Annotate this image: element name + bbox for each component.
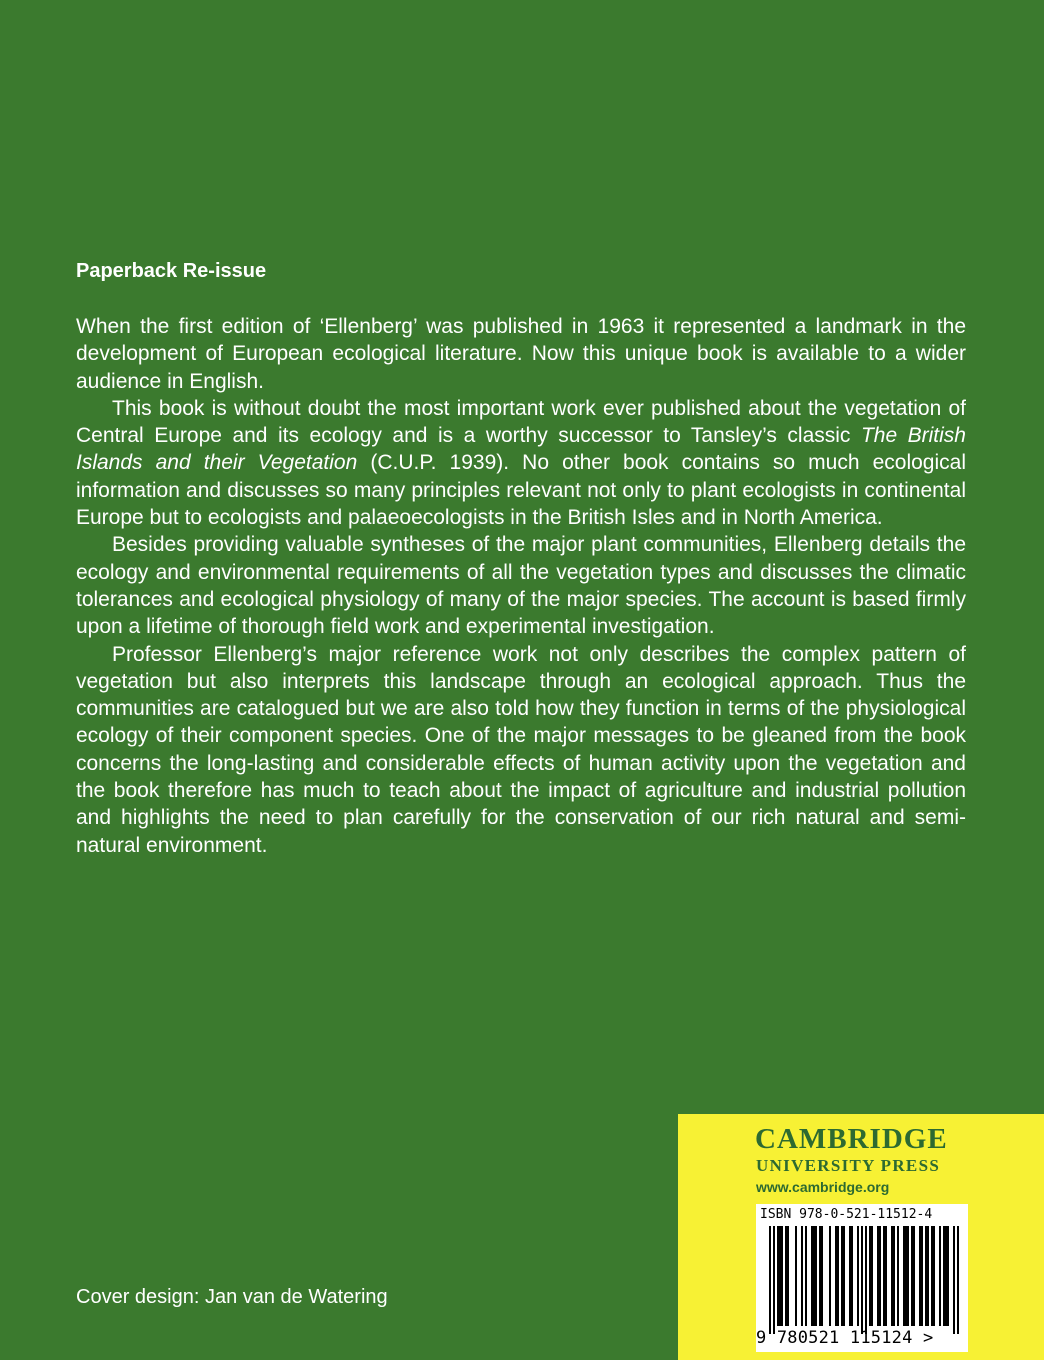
barcode-bar: [903, 1226, 905, 1326]
barcode-bar: [891, 1226, 893, 1326]
publisher-name: CAMBRIDGE: [755, 1123, 948, 1155]
barcode-guard-bar: [865, 1226, 867, 1334]
barcode-bar: [947, 1226, 949, 1326]
barcode-bar: [883, 1226, 885, 1326]
isbn-label: ISBN 978-0-521-11512-4: [760, 1207, 933, 1222]
barcode-digits: 9 780521 115124 >: [756, 1328, 934, 1348]
barcode-bar: [925, 1226, 927, 1326]
barcode-bar: [843, 1226, 845, 1326]
barcode-bar: [921, 1226, 923, 1326]
blurb-text: [76, 313, 966, 859]
blurb-paragraph-2-start: This book is without doubt the most important work ever published about the vegetation of Central Europe and its ecology and is a worthy successor to Tansley’s classic: [76, 396, 966, 448]
barcode-bar: [885, 1226, 887, 1326]
barcode-bar: [781, 1226, 783, 1326]
barcode-bar: [919, 1226, 921, 1326]
barcode-bar: [835, 1226, 837, 1326]
section-heading: Paperback Re-issue: [76, 260, 267, 282]
barcode-bar: [849, 1226, 851, 1326]
barcode-bar: [841, 1226, 843, 1326]
barcode-bar: [927, 1226, 929, 1326]
barcode-bar: [907, 1226, 909, 1326]
barcode-bar: [787, 1226, 789, 1326]
barcode-bar: [821, 1226, 823, 1326]
barcode-bar: [813, 1226, 815, 1326]
barcode-bar: [777, 1226, 779, 1326]
barcode-guard-bar: [957, 1226, 959, 1334]
barcode-bar: [877, 1226, 879, 1326]
barcode-bar: [869, 1226, 871, 1326]
barcode-bar: [857, 1226, 859, 1326]
barcode-bar: [851, 1226, 853, 1326]
blurb-paragraph-2-end: (C.U.P. 1939). No other book contains so much ecological information and discusses so many principles relevant not only to plant ecologists in continental Europe but to ecologists and palaeoecologists in the British Isles and in North America.: [76, 451, 966, 530]
barcode-bar: [913, 1226, 915, 1326]
barcode-bar: [871, 1226, 873, 1326]
barcode-bar: [779, 1226, 781, 1326]
publisher-panel: [678, 1114, 1044, 1360]
cited-book-title: The British Islands and their Vegetation: [76, 424, 966, 475]
barcode-bar: [939, 1226, 941, 1326]
publisher-url: www.cambridge.org: [756, 1179, 890, 1195]
barcode-bar: [933, 1226, 935, 1326]
publisher-subtitle: UNIVERSITY PRESS: [756, 1156, 941, 1175]
blurb-paragraph-2: [76, 395, 966, 531]
barcode-bar: [805, 1226, 807, 1326]
barcode-bar: [815, 1226, 817, 1326]
barcode-bar: [905, 1226, 907, 1326]
barcode-bar: [897, 1226, 899, 1326]
barcode-bar: [945, 1226, 947, 1326]
barcode-bar: [837, 1226, 839, 1326]
barcode-bar: [943, 1226, 945, 1326]
blurb-paragraph-1: When the first edition of ‘Ellenberg’ was published in 1963 it represented a landmark in the development of European ecological literature. Now this unique book is available to a wider audience in English.: [76, 315, 966, 393]
blurb-paragraph-3: Besides providing valuable syntheses of the major plant communities, Ellenberg details the ecology and environmental requirements of all the vegetation types and discusses the climatic tolerances and ecological physiology of many of the major species. The account is based firmly upon a lifetime of thorough field work and experimental investigation.: [76, 533, 966, 639]
barcode-guard-bar: [953, 1226, 955, 1334]
barcode-bar: [829, 1226, 831, 1326]
barcode-guard-bar: [773, 1226, 775, 1334]
barcode-bar: [811, 1226, 813, 1326]
barcode-bar: [785, 1226, 787, 1326]
barcode-guard-bar: [769, 1226, 771, 1334]
barcode-guard-bar: [861, 1226, 863, 1334]
barcode-bar: [879, 1226, 881, 1326]
barcode-bar: [893, 1226, 895, 1326]
barcode-bar: [911, 1226, 913, 1326]
cover-design-credit: Cover design: Jan van de Watering: [76, 1286, 388, 1308]
barcode-bar: [801, 1226, 803, 1326]
barcode-bar: [795, 1226, 797, 1326]
barcode-bar: [931, 1226, 933, 1326]
barcode-bar: [819, 1226, 821, 1326]
isbn-barcode-block: [756, 1204, 968, 1352]
blurb-paragraph-4: Professor Ellenberg’s major reference work not only describes the complex pattern of vegetation but also interprets this landscape through an ecological approach. Thus the communities are catalogued but we are also told how they function in terms of the physiological ecology of their component species. One of the major messages to be gleaned from the book concerns the long-lasting and considerable effects of human activity upon the vegetation and the book therefore has much to teach about the impact of agriculture and industrial pollution and highlights the need to plan carefully for the conservation of our rich natural and semi-natural environment.: [76, 642, 966, 857]
